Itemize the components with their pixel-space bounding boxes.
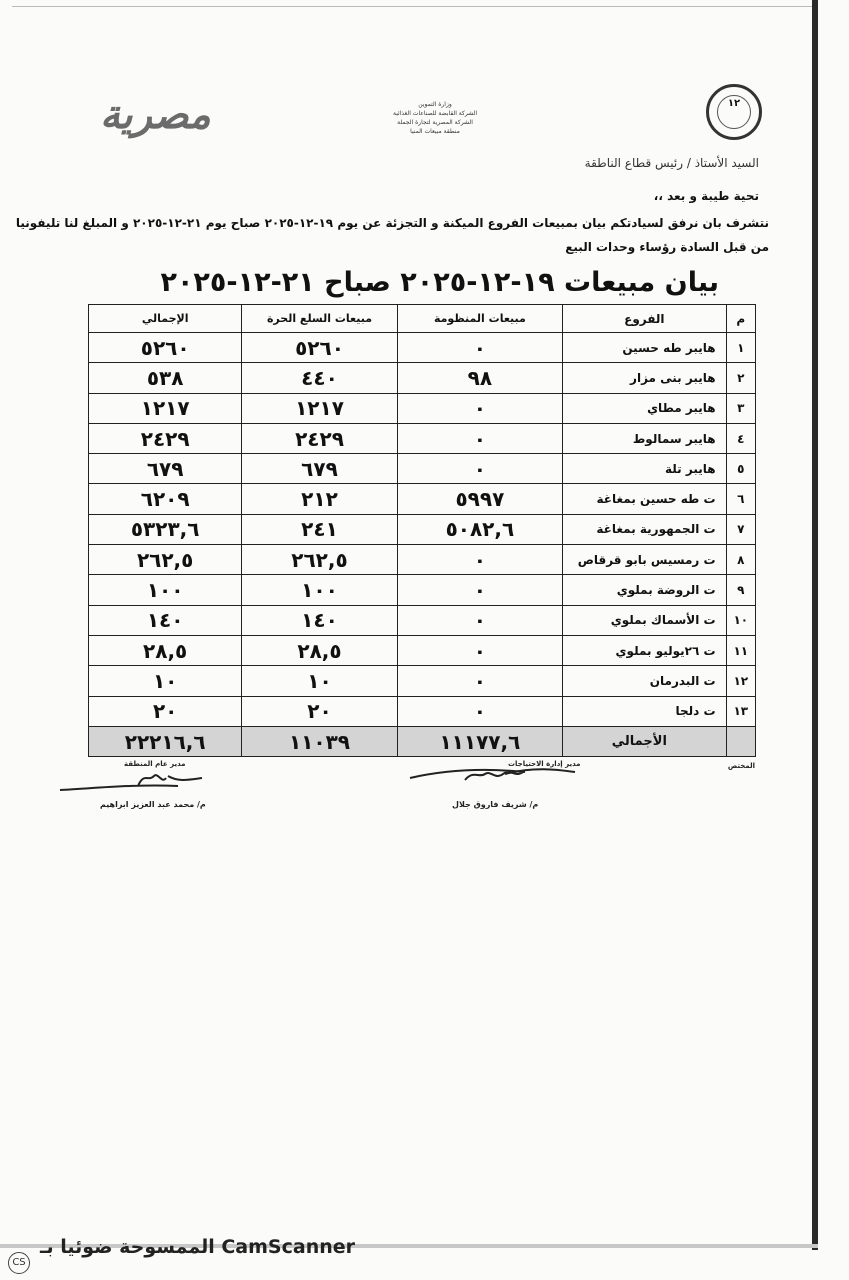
camscanner-watermark: الممسوحة ضوئيا بـ CamScanner [40,1236,356,1258]
row-num: ٧ [726,514,755,544]
row-total: ٥٣٢٣,٦ [89,514,242,544]
row-free-sales: ٢٤١ [242,514,397,544]
row-num: ٨ [726,545,755,575]
page-top-edge [12,6,812,7]
addressee: السيد الأستاذ / رئيس قطاع الناطقة [584,156,759,170]
signature-needs-manager-icon [405,760,580,792]
row-free-sales: ٢١٢ [242,484,397,514]
row-total: ١٠٠ [89,575,242,605]
row-system-sales: ٠ [397,333,562,363]
header-branch: الفروع [563,305,726,333]
row-num: ٩ [726,575,755,605]
row-free-sales: ٢٠ [242,696,397,726]
header-total: الإجمالي [89,305,242,333]
row-num: ٤ [726,423,755,453]
row-branch: هايبر بنى مزار [563,363,726,393]
table-row [89,423,756,453]
row-free-sales: ٢٨,٥ [242,635,397,665]
row-system-sales: ٠ [397,696,562,726]
table-row [89,666,756,696]
seal-number: ١٢ [727,98,741,109]
table-row [89,393,756,423]
table-row [89,696,756,726]
row-branch: ت الأسماك بملوي [563,605,726,635]
row-total: ١٤٠ [89,605,242,635]
table-row [89,484,756,514]
row-branch: هايبر طه حسين [563,333,726,363]
row-system-sales: ٠ [397,575,562,605]
table-row [89,363,756,393]
row-system-sales: ٩٨ [397,363,562,393]
totals-label: الأجمالي [563,726,726,756]
row-branch: ت رمسيس بابو قرقاص [563,545,726,575]
row-system-sales: ٠ [397,545,562,575]
signature-label-general-manager: مدير عام المنطقة [124,760,186,768]
ministry-line: منطقة مبيعات المنيا [410,128,460,135]
table-row [89,333,756,363]
row-branch: هايبر تلة [563,454,726,484]
letter-body-line-1: نتشرف بان نرفق لسيادتكم بيان بمبيعات الفروع الميكنة و التجزئة عن يوم ١٩-١٢-٢٠٢٥ صباح يوم ٢١-١٢-٢٠٢٥ و المبلغ لنا تليفونيا [15,216,769,230]
row-system-sales: ٠ [397,423,562,453]
row-free-sales: ١٢١٧ [242,393,397,423]
ministry-line: الشركة المصرية لتجارة الجملة [397,119,473,126]
row-total: ٦٧٩ [89,454,242,484]
totals-row [89,726,756,756]
header-free-sales: مبيعات السلع الحرة [242,305,397,333]
row-system-sales: ٠ [397,454,562,484]
brand-logo: مصرية [100,92,211,138]
table-row [89,575,756,605]
greeting: تحية طيبة و بعد ،، [653,189,759,203]
totals-system: ١١١٧٧,٦ [397,726,562,756]
row-system-sales: ٥٠٨٢,٦ [397,514,562,544]
row-free-sales: ١٤٠ [242,605,397,635]
row-free-sales: ٤٤٠ [242,363,397,393]
row-branch: هايبر سمالوط [563,423,726,453]
row-branch: ت الروضة بملوي [563,575,726,605]
page-right-edge [812,0,818,1250]
signature-name-needs-manager: م/ شريف فاروق جلال [452,800,539,809]
row-total: ١٢١٧ [89,393,242,423]
row-total: ٢٠ [89,696,242,726]
row-branch: ت طه حسين بمغاغة [563,484,726,514]
row-system-sales: ٠ [397,605,562,635]
row-total: ٢٨,٥ [89,635,242,665]
row-free-sales: ٢٤٢٩ [242,423,397,453]
row-system-sales: ٠ [397,393,562,423]
row-branch: ت ٢٦يوليو بملوي [563,635,726,665]
row-branch: هايبر مطاي [563,393,726,423]
row-num: ٦ [726,484,755,514]
camscanner-badge-icon: CS [8,1252,30,1274]
totals-num-cell [726,726,755,756]
row-system-sales: ٠ [397,635,562,665]
row-system-sales: ٠ [397,666,562,696]
signature-label-specialist: المختص [727,762,755,770]
totals-total: ٢٢٢١٦,٦ [89,726,242,756]
row-branch: ت البدرمان [563,666,726,696]
row-num: ١ [726,333,755,363]
row-branch: ت الجمهورية بمغاغة [563,514,726,544]
document-title: بيان مبيعات ١٩-١٢-٢٠٢٥ صباح ٢١-١٢-٢٠٢٥ [160,267,719,298]
header-num: م [726,305,755,333]
row-num: ١١ [726,635,755,665]
row-free-sales: ١٠ [242,666,397,696]
row-total: ٦٢٠٩ [89,484,242,514]
ministry-line: وزارة التموين [418,101,452,108]
row-total: ٥٢٦٠ [89,333,242,363]
row-num: ٢ [726,363,755,393]
row-num: ٥ [726,454,755,484]
row-free-sales: ٢٦٢,٥ [242,545,397,575]
row-num: ١٣ [726,696,755,726]
table-row [89,514,756,544]
table-row [89,545,756,575]
letter-body-line-2: من قبل السادة رؤساء وحدات البيع [565,240,769,254]
row-num: ٣ [726,393,755,423]
row-num: ١٢ [726,666,755,696]
row-total: ٥٣٨ [89,363,242,393]
table-row [89,454,756,484]
totals-free: ١١٠٣٩ [242,726,397,756]
signature-name-general-manager: م/ محمد عبد العزيز ابراهيم [100,800,206,809]
signature-general-manager-icon [58,768,208,798]
table-header-row [89,305,756,333]
row-total: ٢٤٢٩ [89,423,242,453]
sales-table [88,304,756,757]
table-row [89,605,756,635]
row-free-sales: ٥٢٦٠ [242,333,397,363]
ministry-letterhead [360,100,510,136]
ministry-line: الشركة القابضة للصناعات الغذائية [392,110,478,117]
row-branch: ت دلجا [563,696,726,726]
table-row [89,635,756,665]
row-num: ١٠ [726,605,755,635]
row-total: ٢٦٢,٥ [89,545,242,575]
row-free-sales: ١٠٠ [242,575,397,605]
row-total: ١٠ [89,666,242,696]
row-free-sales: ٦٧٩ [242,454,397,484]
header-system-sales: مبيعات المنظومة [397,305,562,333]
row-system-sales: ٥٩٩٧ [397,484,562,514]
signature-label-needs-manager: مدير إدارة الاحتياجات [508,760,581,768]
